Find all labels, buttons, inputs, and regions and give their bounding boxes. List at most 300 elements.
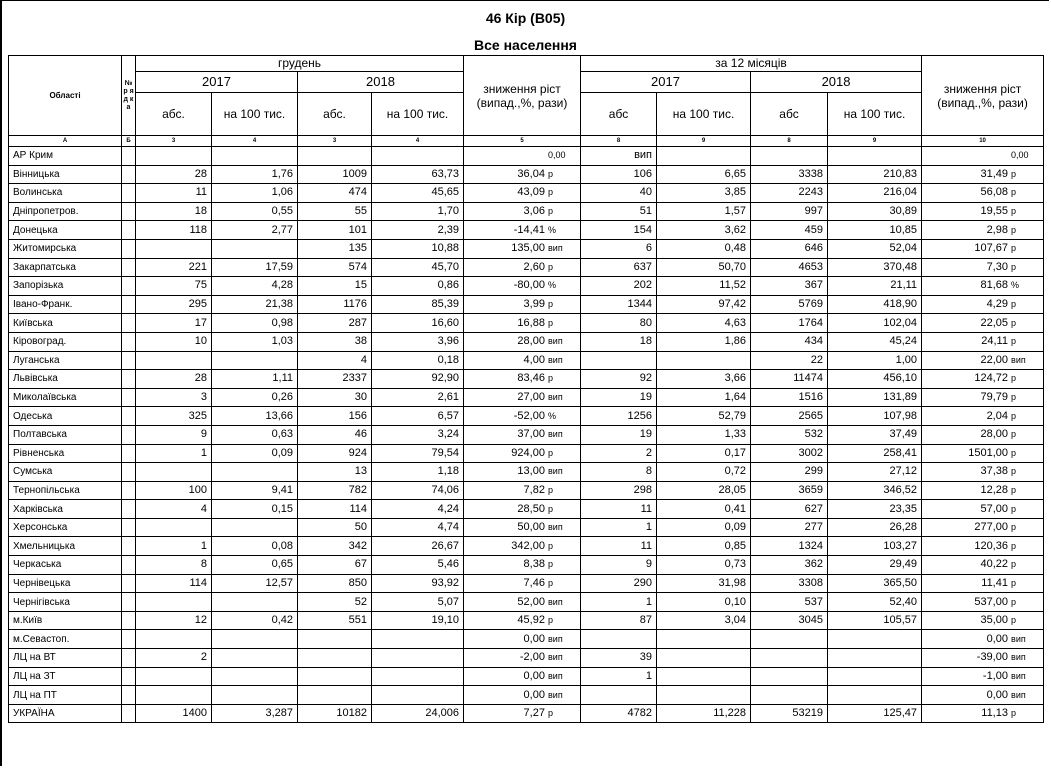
dec-2018-abs [298,686,372,705]
dec-change [464,184,581,203]
dec-change-unit: % [548,280,557,291]
dec-2018-abs: 135 [298,239,372,258]
12m-change-unit: вип [1011,652,1026,663]
dec-change-unit: р [548,503,554,514]
12m-2017-abs: 298 [581,481,657,500]
12m-change-unit: р [1011,336,1017,347]
dec-change-unit: вип [548,522,563,533]
row-number-cell [122,500,136,519]
dec-change-value: 28,50 [517,502,545,515]
dec-change-value: 0,00 [523,632,545,645]
12m-2017-abs: 39 [581,649,657,668]
table-body [9,147,1044,723]
dec-2017-per100k: 0,26 [212,388,298,407]
dec-change-unit: вип [548,633,563,644]
12m-change [922,388,1044,407]
row-number-cell [122,407,136,426]
12m-2017-per100k: 0,09 [657,518,751,537]
dec-2018-abs [298,667,372,686]
table-row [9,332,1044,351]
12m-change [922,165,1044,184]
12m-change-value: -1,00 [982,669,1008,682]
header-dec-2017: 2017 [136,72,298,93]
dec-change-value: 13,00 [517,465,545,478]
12m-change-unit: р [1011,503,1017,514]
dec-change [464,370,581,389]
12m-2017-abs [581,686,657,705]
dec-2017-abs: 1 [136,444,212,463]
12m-2017-abs: 92 [581,370,657,389]
12m-2018-per100k [828,649,922,668]
12m-change [922,314,1044,333]
12m-2018-abs [751,667,828,686]
header-per-100k: на 100 тис. [212,93,298,136]
12m-2018-per100k [828,147,922,166]
dec-change [464,407,581,426]
12m-change-value: 2,04 [986,409,1008,422]
12m-change-value: 28,00 [980,428,1008,441]
dec-2018-per100k [372,667,464,686]
12m-2017-abs: 1256 [581,407,657,426]
dec-2018-per100k: 10,88 [372,239,464,258]
dec-2018-abs [298,147,372,166]
12m-change-unit: р [1011,484,1017,495]
12m-change-unit: р [1011,299,1017,310]
dec-2018-per100k: 45,65 [372,184,464,203]
12m-2017-abs [581,351,657,370]
dec-2017-per100k: 0,65 [212,556,298,575]
12m-2018-per100k: 27,12 [828,463,922,482]
dec-2017-abs: 114 [136,574,212,593]
12m-2018-abs: 11474 [751,370,828,389]
dec-change-unit: вип [548,429,563,440]
dec-2018-abs: 924 [298,444,372,463]
dec-2018-per100k: 85,39 [372,295,464,314]
12m-change-unit: р [1011,373,1017,384]
12m-change-value: 79,79 [980,391,1008,404]
dec-2018-per100k: 0,86 [372,277,464,296]
dec-change [464,277,581,296]
row-number-cell [122,332,136,351]
dec-2017-abs [136,239,212,258]
12m-change [922,444,1044,463]
12m-2018-per100k: 125,47 [828,704,922,723]
row-number-cell [122,556,136,575]
dec-change [464,574,581,593]
12m-change [922,593,1044,612]
dec-2017-abs [136,667,212,686]
12m-change-unit: р [1011,187,1017,198]
table-row [9,611,1044,630]
12m-2018-abs [751,630,828,649]
table-row [9,202,1044,221]
row-number-cell [122,593,136,612]
12m-2017-abs: 6 [581,239,657,258]
dec-change-value: 3,06 [523,205,545,218]
dec-2017-per100k [212,518,298,537]
table-row [9,500,1044,519]
12m-2017-abs: 4782 [581,704,657,723]
table-row [9,593,1044,612]
12m-change-value: 40,22 [980,558,1008,571]
dec-change-value: 3,99 [523,298,545,311]
dec-change-value: 0,00 [523,669,545,682]
12m-change [922,649,1044,668]
row-number-cell [122,574,136,593]
dec-change-unit: р [548,168,554,179]
12m-2018-abs [751,686,828,705]
12m-2018-per100k: 29,49 [828,556,922,575]
12m-2018-per100k [828,686,922,705]
12m-2018-abs: 22 [751,351,828,370]
row-number-cell [122,611,136,630]
table-row [9,314,1044,333]
dec-2017-per100k: 13,66 [212,407,298,426]
dec-change-value: -80,00 [513,279,545,292]
dec-2017-abs: 11 [136,184,212,203]
12m-2017-abs [581,630,657,649]
dec-2018-per100k: 93,92 [372,574,464,593]
dec-2017-per100k: 9,41 [212,481,298,500]
12m-change-value: 56,08 [980,186,1008,199]
dec-change-value: 50,00 [517,521,545,534]
12m-change-value: 57,00 [980,502,1008,515]
12m-2017-abs: 19 [581,425,657,444]
12m-change-unit: р [1011,559,1017,570]
12m-change-value: 11,13 [981,707,1008,720]
12m-2018-abs: 646 [751,239,828,258]
12m-2018-abs: 3308 [751,574,828,593]
dec-change-unit: р [548,484,554,495]
dec-2018-abs: 156 [298,407,372,426]
dec-2018-per100k: 0,18 [372,351,464,370]
dec-change-value: 924,00 [511,446,545,459]
12m-2018-abs: 1764 [751,314,828,333]
dec-change-value: 43,09 [517,186,545,199]
table-row [9,630,1044,649]
table-row [9,370,1044,389]
dec-change-unit: р [548,373,554,384]
region-name: Івано-Франк. [9,295,122,314]
12m-2018-per100k: 258,41 [828,444,922,463]
row-number-cell [122,239,136,258]
row-number-cell [122,165,136,184]
12m-change-unit: р [1011,224,1017,235]
dec-2017-abs [136,686,212,705]
header-abs: абс. [136,93,212,136]
region-name: Чернівецька [9,574,122,593]
table-row [9,407,1044,426]
12m-change-value: 31,49 [980,167,1008,180]
12m-2017-abs: 40 [581,184,657,203]
12m-2018-abs: 277 [751,518,828,537]
12m-change [922,704,1044,723]
12m-2017-abs: 11 [581,500,657,519]
12m-2018-abs: 434 [751,332,828,351]
dec-2017-abs [136,147,212,166]
dec-change-unit: вип [548,392,563,403]
region-name: м.Севастоп. [9,630,122,649]
region-name: Львівська [9,370,122,389]
dec-2018-per100k: 3,24 [372,425,464,444]
12m-2018-per100k: 365,50 [828,574,922,593]
table-row [9,221,1044,240]
dec-2018-per100k: 45,70 [372,258,464,277]
12m-2017-per100k: 0,41 [657,500,751,519]
region-name: Одеська [9,407,122,426]
region-name: Волинська [9,184,122,203]
header-change-12-months: зниження ріст (випад.,%, рази) [922,56,1044,136]
table-row [9,388,1044,407]
dec-change-unit: вип [548,243,563,254]
region-name: Херсонська [9,518,122,537]
12m-2018-abs: 362 [751,556,828,575]
12m-change [922,667,1044,686]
row-number-cell [122,370,136,389]
dec-change [464,686,581,705]
dec-2017-abs: 221 [136,258,212,277]
12m-change [922,221,1044,240]
12m-change-unit: р [1011,243,1017,254]
region-name: Луганська [9,351,122,370]
table-row [9,667,1044,686]
column-index-row [9,136,1044,147]
12m-2018-abs [751,649,828,668]
12m-2018-abs: 4653 [751,258,828,277]
dec-2018-per100k: 2,61 [372,388,464,407]
row-number-cell [122,388,136,407]
region-name: Миколаївська [9,388,122,407]
12m-change-value: 537,00 [974,595,1008,608]
header-december: грудень [136,56,464,72]
12m-2017-abs: 154 [581,221,657,240]
dec-2017-abs [136,630,212,649]
12m-change-value: 277,00 [974,521,1008,534]
12m-2018-per100k: 45,24 [828,332,922,351]
dec-2017-per100k: 0,55 [212,202,298,221]
dec-2017-per100k: 1,11 [212,370,298,389]
dec-change-value: 16,88 [517,316,545,329]
column-index-cell: 9 [657,136,751,147]
dec-2018-abs: 10182 [298,704,372,723]
12m-2018-per100k: 346,52 [828,481,922,500]
dec-2018-abs: 46 [298,425,372,444]
region-name: Запорізька [9,277,122,296]
dec-2017-abs: 4 [136,500,212,519]
dec-2017-per100k [212,593,298,612]
12m-change-unit: р [1011,206,1017,217]
dec-2017-abs: 2 [136,649,212,668]
12m-2018-per100k [828,630,922,649]
column-index-cell: 8 [581,136,657,147]
dec-2017-per100k: 12,57 [212,574,298,593]
table-row [9,425,1044,444]
12m-2017-abs: 202 [581,277,657,296]
dec-change [464,351,581,370]
dec-2018-abs: 13 [298,463,372,482]
region-name: АР Крим [9,147,122,166]
dec-change [464,537,581,556]
12m-2018-abs: 3045 [751,611,828,630]
12m-2018-per100k: 456,10 [828,370,922,389]
row-number-cell [122,277,136,296]
12m-2017-per100k [657,630,751,649]
dec-2017-per100k [212,351,298,370]
table-row [9,147,1044,166]
header-oblasti: Області [9,56,122,136]
12m-2017-abs: вип [581,147,657,166]
12m-2017-per100k [657,667,751,686]
dec-2017-per100k [212,239,298,258]
12m-change [922,277,1044,296]
dec-2017-abs: 325 [136,407,212,426]
header-abs: абс [581,93,657,136]
12m-change-unit: % [1011,280,1020,291]
12m-change-value: 37,38 [980,465,1008,478]
dec-2017-per100k: 0,15 [212,500,298,519]
dec-change-unit: вип [548,652,563,663]
region-name: ЛЦ на ЗТ [9,667,122,686]
dec-change-value: 342,00 [511,539,545,552]
12m-2017-per100k: 31,98 [657,574,751,593]
dec-2018-abs: 287 [298,314,372,333]
dec-2018-abs: 574 [298,258,372,277]
12m-change-value: 24,11 [981,335,1008,348]
row-number-cell [122,704,136,723]
12m-change [922,611,1044,630]
12m-2018-per100k: 107,98 [828,407,922,426]
12m-change-value: -39,00 [976,651,1008,664]
dec-2018-abs: 114 [298,500,372,519]
dec-change-unit: вип [548,596,563,607]
report-subtitle: Все населення [474,37,577,53]
12m-change [922,463,1044,482]
region-name: Хмельницька [9,537,122,556]
12m-2018-abs: 2565 [751,407,828,426]
12m-change-value: 1501,00 [968,446,1008,459]
region-name: Сумська [9,463,122,482]
header-abs: абс [751,93,828,136]
dec-change [464,202,581,221]
12m-change-unit: р [1011,708,1017,719]
12m-2017-per100k: 3,62 [657,221,751,240]
row-number-cell [122,147,136,166]
dec-change-unit: р [548,317,554,328]
12m-2018-per100k: 1,00 [828,351,922,370]
dec-2017-abs: 1 [136,537,212,556]
dec-2018-abs: 15 [298,277,372,296]
dec-change-value: 8,38 [523,558,545,571]
12m-change-value: 4,29 [986,298,1008,311]
dec-2017-per100k: 2,77 [212,221,298,240]
dec-change [464,704,581,723]
12m-change-value: 0,00 [986,688,1008,701]
12m-2017-per100k [657,649,751,668]
12m-2018-per100k: 52,40 [828,593,922,612]
dec-2018-abs: 2337 [298,370,372,389]
12m-change-unit: вип [1011,633,1026,644]
12m-2017-per100k: 1,86 [657,332,751,351]
12m-change [922,239,1044,258]
12m-2017-per100k: 0,85 [657,537,751,556]
table-row [9,574,1044,593]
12m-2017-per100k [657,147,751,166]
12m-2018-abs: 1324 [751,537,828,556]
12m-change [922,686,1044,705]
dec-2018-abs: 38 [298,332,372,351]
dec-2017-per100k: 17,59 [212,258,298,277]
dec-change [464,165,581,184]
dec-2017-abs: 28 [136,165,212,184]
dec-2017-per100k: 1,76 [212,165,298,184]
dec-2018-per100k: 1,70 [372,202,464,221]
dec-change-unit: вип [548,689,563,700]
12m-change [922,295,1044,314]
region-name: Черкаська [9,556,122,575]
column-index-cell: 4 [372,136,464,147]
12m-change [922,556,1044,575]
dec-change-unit: р [548,187,554,198]
12m-2017-abs: 18 [581,332,657,351]
dec-2017-abs: 8 [136,556,212,575]
12m-change [922,351,1044,370]
dec-2017-per100k [212,463,298,482]
dec-change [464,332,581,351]
12m-2017-per100k: 4,63 [657,314,751,333]
row-number-cell [122,518,136,537]
dec-change-value: 27,00 [517,391,545,404]
dec-change-value: -14,41 [513,223,545,236]
row-number-cell [122,202,136,221]
table-row [9,258,1044,277]
dec-change [464,500,581,519]
12m-change-value: 0,00 [986,632,1008,645]
table-row [9,704,1044,723]
dec-2017-abs: 17 [136,314,212,333]
12m-2017-per100k [657,686,751,705]
12m-2017-abs: 106 [581,165,657,184]
dec-2018-per100k [372,630,464,649]
dec-change [464,239,581,258]
12m-2018-abs: 1516 [751,388,828,407]
row-number-cell [122,481,136,500]
dec-change-unit: р [548,299,554,310]
dec-2018-per100k: 4,24 [372,500,464,519]
12m-change [922,425,1044,444]
12m-2018-per100k: 102,04 [828,314,922,333]
12m-2018-abs: 3338 [751,165,828,184]
12m-2018-abs: 299 [751,463,828,482]
dec-2018-per100k: 92,90 [372,370,464,389]
dec-change-value: 45,92 [517,614,545,627]
12m-2017-per100k: 0,10 [657,593,751,612]
dec-change-value: -52,00 [513,409,545,422]
dec-2017-per100k [212,630,298,649]
12m-change-unit: р [1011,392,1017,403]
dec-2018-abs: 52 [298,593,372,612]
region-name: ЛЦ на ПТ [9,686,122,705]
12m-2017-per100k: 0,48 [657,239,751,258]
12m-2018-abs: 537 [751,593,828,612]
dec-2018-abs [298,630,372,649]
dec-2018-per100k: 1,18 [372,463,464,482]
12m-change-value: 12,28 [980,483,1008,496]
row-number-cell [122,537,136,556]
12m-2017-per100k: 97,42 [657,295,751,314]
12m-change [922,518,1044,537]
12m-change-unit: р [1011,615,1017,626]
12m-2018-per100k: 216,04 [828,184,922,203]
